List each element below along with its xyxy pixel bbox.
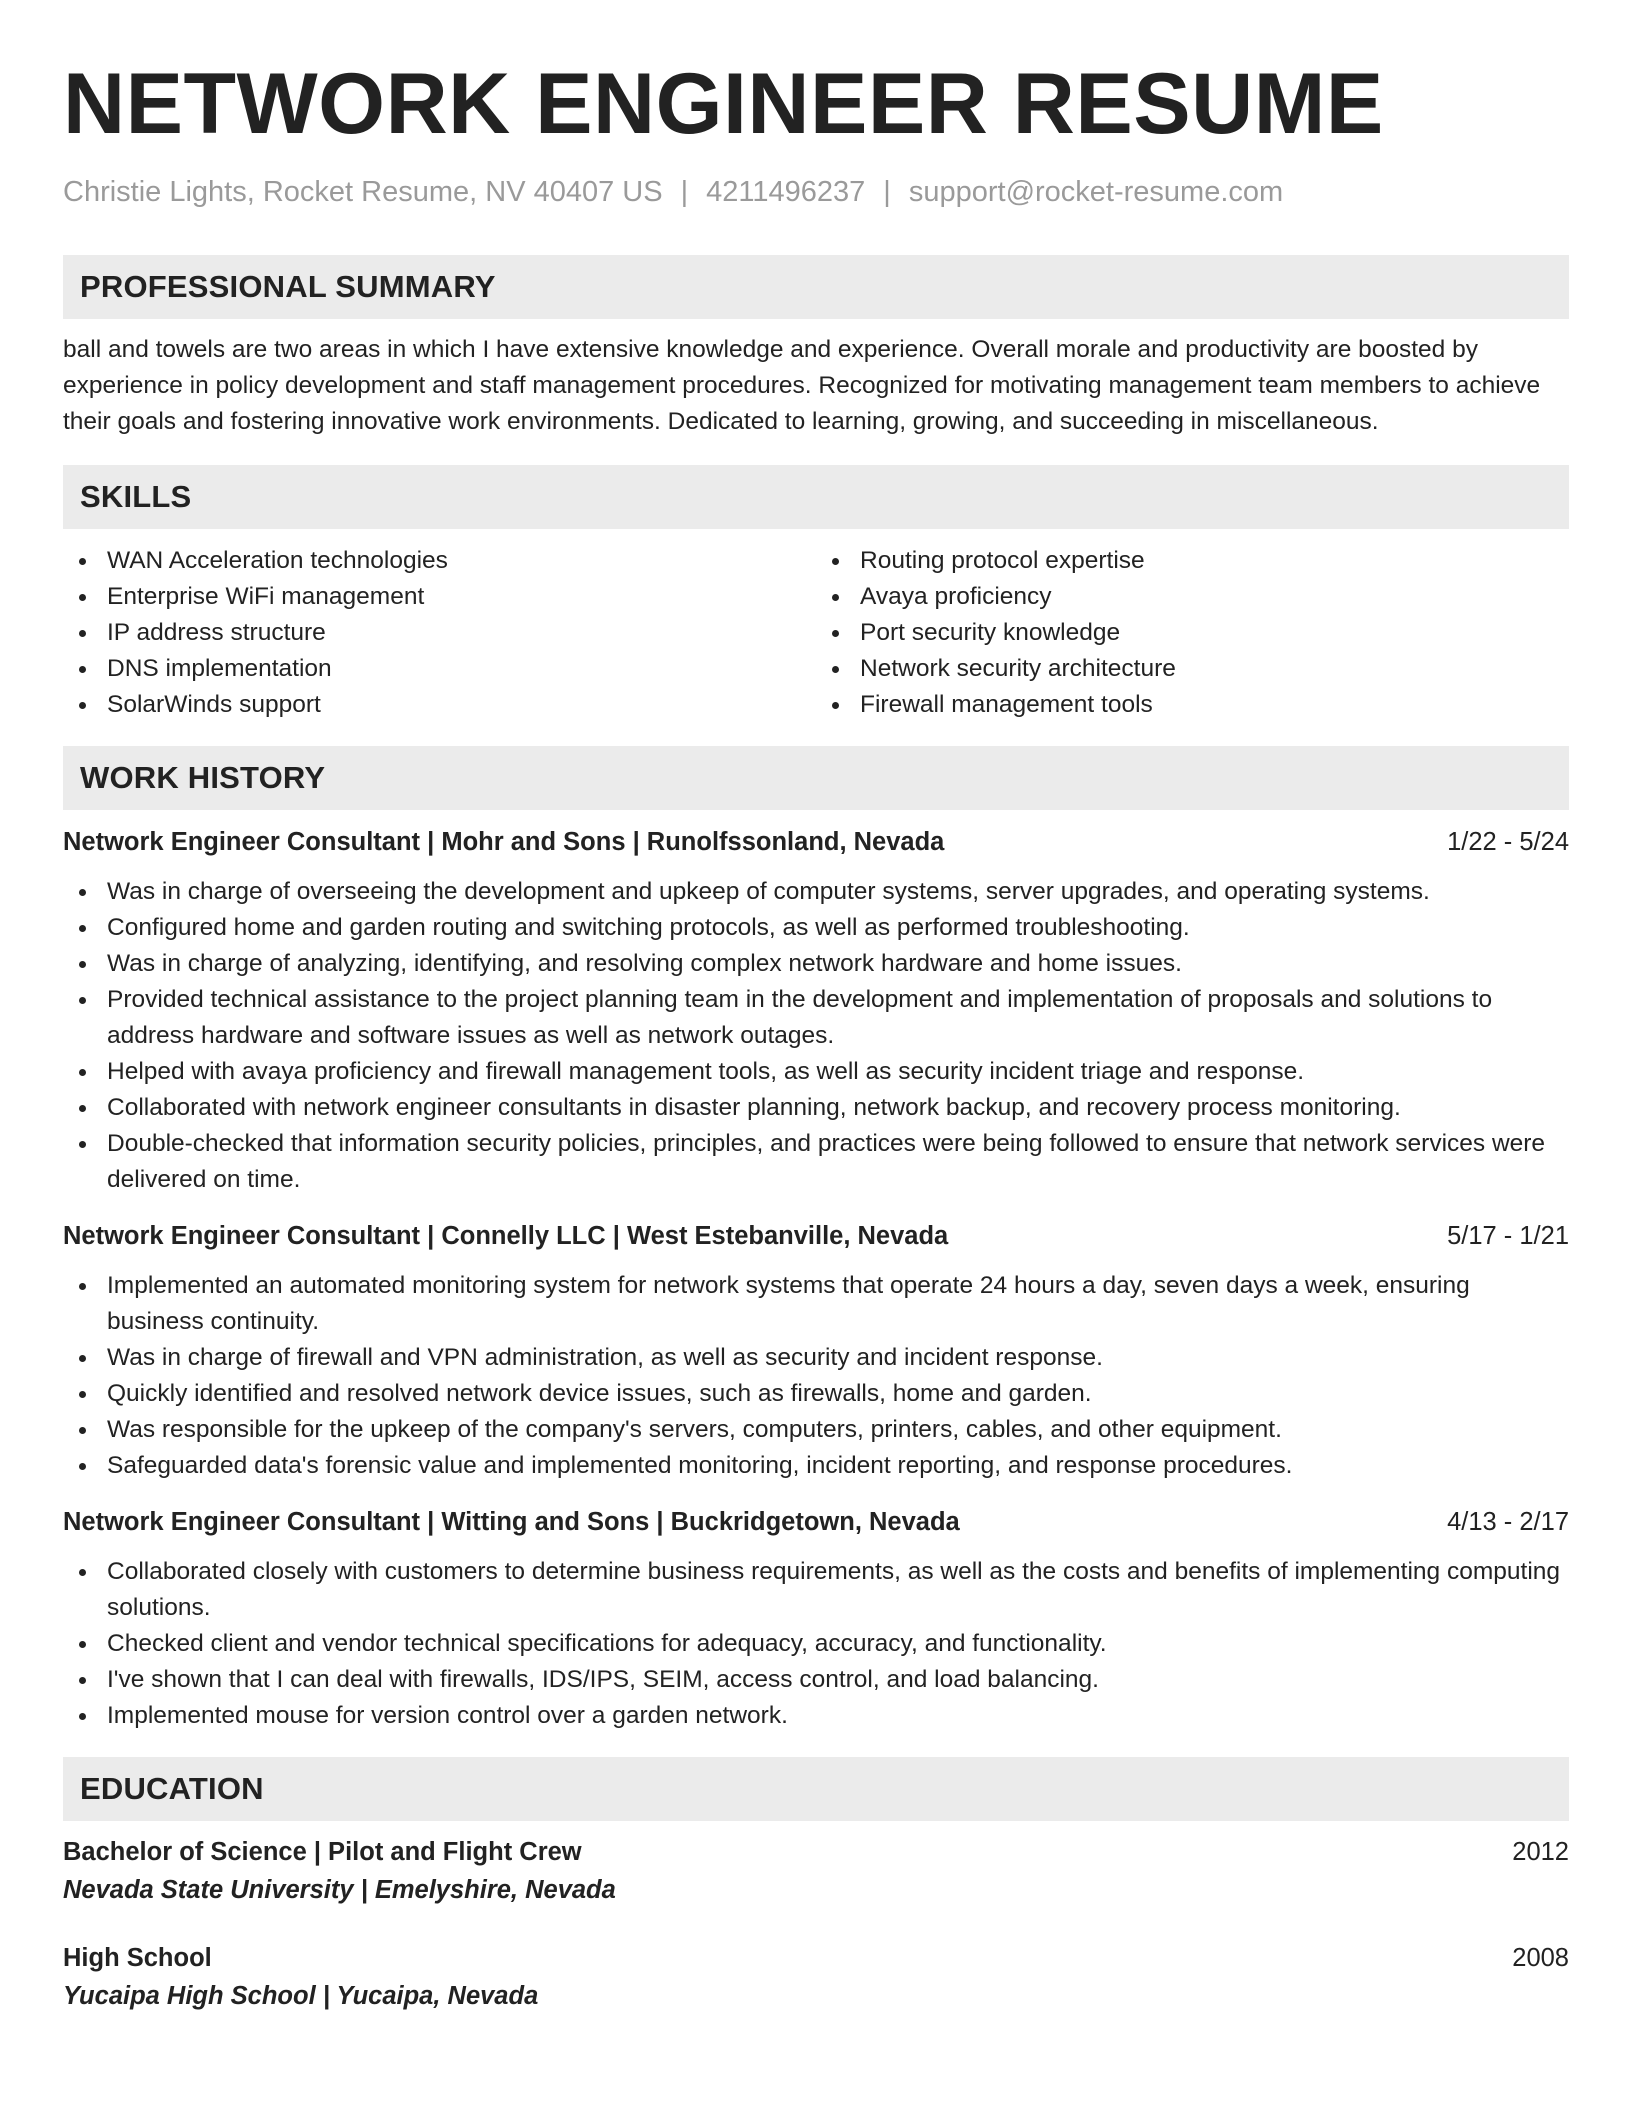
contact-line — [63, 174, 1569, 210]
job-dates: 4/13 - 2/17 — [1447, 1508, 1569, 1536]
skills-column-right — [816, 543, 1569, 723]
education-entry — [63, 1939, 1569, 2015]
section-header-work: WORK HISTORY — [63, 746, 1569, 810]
job-bullets — [63, 874, 1569, 1198]
job-bullet: Collaborated with network engineer consultants in disaster planning, network backup, and recovery process monitoring. — [63, 1090, 1569, 1126]
skills-column-left — [63, 543, 816, 723]
skill-item: WAN Acceleration technologies — [63, 543, 816, 579]
job-dates: 5/17 - 1/21 — [1447, 1222, 1569, 1250]
job-bullet: Safeguarded data's forensic value and implemented monitoring, incident reporting, and response procedures. — [63, 1448, 1569, 1484]
contact-email: support@rocket-resume.com — [908, 176, 1284, 208]
job-bullet: Provided technical assistance to the project planning team in the development and implementation of proposals and solutions to address hardware and software issues as well as network outages. — [63, 982, 1569, 1054]
education-school: Yucaipa High School | Yucaipa, Nevada — [63, 1982, 539, 2010]
education-year: 2008 — [1512, 1944, 1569, 1972]
job-bullet: Helped with avaya proficiency and firewall management tools, as well as security incident triage and response. — [63, 1054, 1569, 1090]
skill-item: Avaya proficiency — [816, 579, 1569, 615]
job-bullet: Double-checked that information security policies, principles, and practices were being followed to ensure that network services were delivered on time. — [63, 1126, 1569, 1198]
job-entry — [63, 1504, 1569, 1734]
skill-item: Firewall management tools — [816, 687, 1569, 723]
job-bullet: Was in charge of overseeing the development and upkeep of computer systems, server upgrades, and operating systems. — [63, 874, 1569, 910]
job-bullet: Implemented an automated monitoring system for network systems that operate 24 hours a day, seven days a week, ensuring business continuity. — [63, 1268, 1569, 1340]
education-header — [63, 1939, 1569, 1977]
job-bullet: Was in charge of analyzing, identifying, and resolving complex network hardware and home issues. — [63, 946, 1569, 982]
contact-address: Christie Lights, Rocket Resume, NV 40407 US — [63, 176, 663, 208]
job-title: Network Engineer Consultant | Connelly LLC | West Estebanville, Nevada — [63, 1222, 949, 1250]
section-header-summary: PROFESSIONAL SUMMARY — [63, 255, 1569, 319]
skill-item: Port security knowledge — [816, 615, 1569, 651]
job-bullet: Configured home and garden routing and switching protocols, as well as performed troubleshooting. — [63, 910, 1569, 946]
skill-item: Network security architecture — [816, 651, 1569, 687]
job-title: Network Engineer Consultant | Mohr and Sons | Runolfssonland, Nevada — [63, 828, 945, 856]
skill-item: DNS implementation — [63, 651, 816, 687]
job-entry — [63, 824, 1569, 1198]
job-title: Network Engineer Consultant | Witting and Sons | Buckridgetown, Nevada — [63, 1508, 960, 1536]
skills-grid — [63, 543, 1569, 723]
job-bullets — [63, 1554, 1569, 1734]
education-year: 2012 — [1512, 1838, 1569, 1866]
skill-item: IP address structure — [63, 615, 816, 651]
section-header-education: EDUCATION — [63, 1757, 1569, 1821]
job-bullet: Quickly identified and resolved network device issues, such as firewalls, home and garden. — [63, 1376, 1569, 1412]
job-bullet: Checked client and vendor technical specifications for adequacy, accuracy, and functionality. — [63, 1626, 1569, 1662]
education-header — [63, 1833, 1569, 1871]
summary-text: ball and towels are two areas in which I have extensive knowledge and experience. Overall morale and productivity are boosted by experience in policy development and staff management procedures. Recognized for motivating management team members to achieve their goals and fostering innovative work environments. Dedicated to learning, growing, and succeeding in miscellaneous. — [63, 336, 1541, 435]
job-bullet: Collaborated closely with customers to determine business requirements, as well as the costs and benefits of implementing computing solutions. — [63, 1554, 1569, 1626]
job-header — [63, 1504, 1569, 1540]
job-entry — [63, 1218, 1569, 1484]
job-dates: 1/22 - 5/24 — [1447, 828, 1569, 856]
contact-separator: | — [883, 176, 891, 208]
skill-item: Routing protocol expertise — [816, 543, 1569, 579]
section-header-skills: SKILLS — [63, 465, 1569, 529]
education-entry — [63, 1833, 1569, 1909]
contact-separator: | — [680, 176, 689, 208]
resume-title: NETWORK ENGINEER RESUME — [63, 56, 1384, 152]
skill-item: Enterprise WiFi management — [63, 579, 816, 615]
job-bullet: Was responsible for the upkeep of the company's servers, computers, printers, cables, and other equipment. — [63, 1412, 1569, 1448]
job-bullet: Was in charge of firewall and VPN administration, as well as security and incident response. — [63, 1340, 1569, 1376]
job-header — [63, 824, 1569, 860]
education-school: Nevada State University | Emelyshire, Nevada — [63, 1876, 616, 1904]
job-bullets — [63, 1268, 1569, 1484]
education-degree: Bachelor of Science | Pilot and Flight Crew — [63, 1838, 582, 1866]
job-header — [63, 1218, 1569, 1254]
job-bullet: I've shown that I can deal with firewalls, IDS/IPS, SEIM, access control, and load balancing. — [63, 1662, 1569, 1698]
job-bullet: Implemented mouse for version control over a garden network. — [63, 1698, 1569, 1734]
contact-phone: 4211496237 — [706, 176, 866, 208]
education-degree: High School — [63, 1944, 212, 1972]
skill-item: SolarWinds support — [63, 687, 816, 723]
